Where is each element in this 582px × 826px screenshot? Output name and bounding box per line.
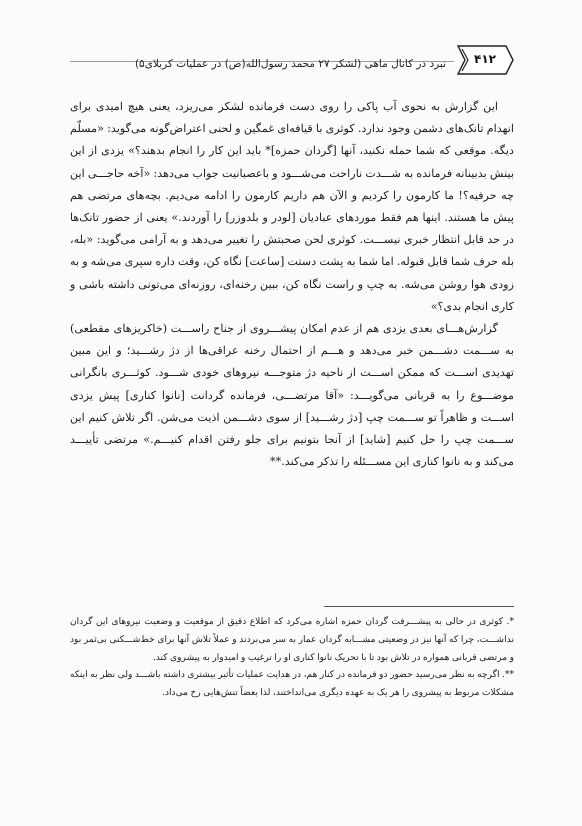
footnote-1: *. کوثری در حالی به پیشـــرفت گردان حمزه اشاره می‌کرد که اطلاع دقیق از موقعیت و وضعیت نیروهای این گردان نداشـــت، چرا که آنها نیز در وضعیتی مشـــابه گردان عمار به سر می‌بردند و عملاً تلاش آنها برای خط‌شـــکنی بی‌ثمر بود و مرتضی قربانی همواره در تلاش بود تا با تحریک نانوا کناری او را ترغیب و امیدوار به پیشروی کند. (70, 617, 514, 663)
body-paragraph-2: گزارش‌هـــای بعدی یزدی هم از عدم امکان پیشـــروی از جناح راســـت (خاکریزهای مقطعی) به ســـمت دشـــمن خبر می‌دهد و هـــم از احتمال رخنه عراقی‌ها از دژ رشـــید؛ و این مبین تهدیدی اســـت که ممکن اســـت از ناحیه دژ متوجـــه نیروهای خودی شـــود. کوثـــری بانگرانی موضـــوع را به قربانی می‌گویـــد: «آقا مرتضـــی، فرمانده گردانت [نانوا کناری] پیش یزدی اســـت و ظاهراً تو ســـمت چپ [دژ رشـــید] از سوی دشـــمن اذیت می‌شن. اگر تلاش کنیم این ســـمت چپ را حل کنیم [شاید] از آنجا بتونیم برای جلو رفتن اقدام کنیـــم.» مرتضی تأییـــد می‌کند و به نانوا کناری این مســـئله را تذکر می‌کند.** (70, 322, 514, 469)
page-number-badge (456, 44, 514, 76)
body-text (70, 96, 514, 473)
running-header (70, 44, 514, 88)
running-title: نبرد در کانال ماهی (لشکر ۲۷ محمد رسول‌الله(ص) در عملیات کربلای۵) (134, 58, 446, 70)
body-paragraph-1: این گزارش به نحوی آب پاکی را روی دست فرمانده لشکر می‌ریزد، یعنی هیچ امیدی برای انهدام تانک‌های دشمن وجود ندارد. کوثری با قیافه‌ای غمگین و لحنی اعتراض‌گونه می‌گوید: «مسلّم دیگه. موقعی که شما حمله نکنید، آنها [گردان حمزه]* باید این کار را انجام بدهند؟» یزدی از این بینش بدبینانه فرمانده به شـــدت ناراحت می‌شـــود و باعصبانیت جواب می‌دهد: «آخه حاجـــی این چه حرفیه؟! ما کارمون را کردیم و الآن هم داریم کارمون را ادامه می‌دیم. بچه‌های مرتضی هم پیش ما هستند. اینها هم فقط موردهای عبادیان [لودر و بلدوزر] را آوردند.» یعنی از حضور تانک‌ها در حد قابل انتظار خبری نیســـت. کوثری لحن صحبتش را تغییر می‌دهد و به آرامی می‌گوید: «بله، بله حرف شما قابل قبوله. اما شما به پشت دستت [ساعت] نگاه کن، وقت داره سپری می‌شه و به زودی هوا روشن می‌شه. به چپ و راست نگاه کن، ببین رخنه‌ای، روزنه‌ای می‌تونی داشته باشی و کاری انجام بدی؟» (70, 100, 514, 313)
footnote-separator (324, 606, 514, 607)
page-number: ۴۱۲ (474, 52, 496, 66)
footnotes (70, 614, 514, 703)
footnote-2: **. اگرچه به نظر می‌رسید حضور دو فرمانده در کنار هم، در هدایت عملیات تأثیر بیشتری داشته باشـــد ولی نظر به اینکه مشکلات مربوط به پیشروی را هر یک به عهده دیگری می‌انداختند، لذا بعضاً تنش‌هایی رخ می‌داد. (70, 670, 514, 699)
